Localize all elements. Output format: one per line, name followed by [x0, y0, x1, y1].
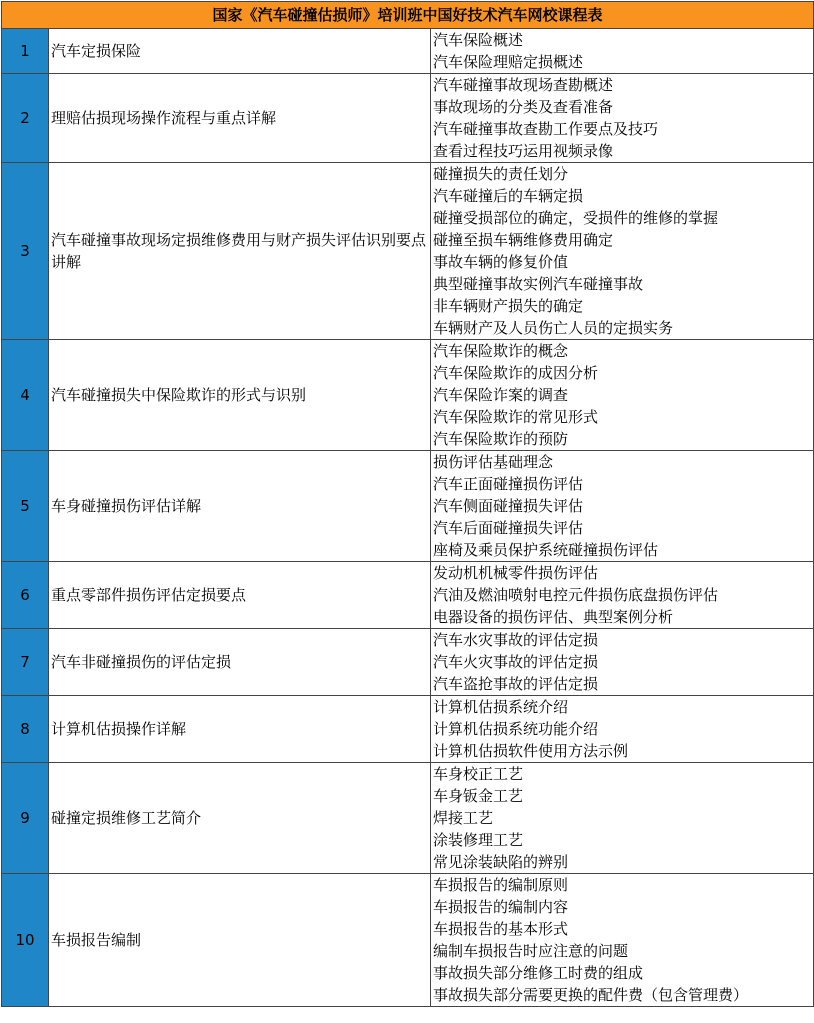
course-module-cell: 汽车碰撞损失中保险欺诈的形式与识别 [49, 340, 431, 451]
course-number-cell: 9 [2, 763, 49, 874]
course-schedule-sheet [1, 1, 813, 1007]
course-module-cell: 车身碰撞损伤评估详解 [49, 451, 431, 562]
topic-item: 事故现场的分类及查看准备 [433, 98, 614, 116]
topic-item: 车身钣金工艺 [433, 787, 524, 805]
course-number-cell: 4 [2, 340, 49, 451]
course-topics-cell [431, 451, 814, 562]
course-number-cell: 10 [2, 874, 49, 1007]
course-number-cell: 7 [2, 629, 49, 696]
topic-item: 车身校正工艺 [433, 765, 524, 783]
course-topics-cell [431, 562, 814, 629]
course-row [2, 29, 814, 74]
course-row [2, 763, 814, 874]
course-number-cell: 6 [2, 562, 49, 629]
title-row [2, 2, 814, 29]
topic-item: 汽车保险欺诈的常见形式 [433, 408, 599, 426]
course-topics-cell [431, 74, 814, 163]
course-topics-cell [431, 340, 814, 451]
topic-item: 车辆财产及人员伤亡人员的定损实务 [433, 319, 674, 337]
topic-item: 碰撞损失的责任划分 [433, 165, 569, 183]
course-module-cell: 汽车碰撞事故现场定损维修费用与财产损失评估识别要点讲解 [49, 163, 431, 340]
topic-item: 汽车侧面碰撞损失评估 [433, 497, 584, 515]
topic-item: 汽车保险理赔定损概述 [433, 53, 584, 71]
topic-item: 汽车正面碰撞损伤评估 [433, 475, 584, 493]
topic-item: 汽车保险欺诈的预防 [433, 430, 569, 448]
topic-item: 计算机估损软件使用方法示例 [433, 742, 629, 760]
course-topics-cell [431, 763, 814, 874]
course-topics-cell [431, 163, 814, 340]
topic-item: 汽车后面碰撞损失评估 [433, 519, 584, 537]
course-module-cell: 重点零部件损伤评估定损要点 [49, 562, 431, 629]
topic-item: 事故损失部分需要更换的配件费（包含管理费） [433, 986, 749, 1004]
topic-item: 事故车辆的修复价值 [433, 253, 569, 271]
course-module-cell: 车损报告编制 [49, 874, 431, 1007]
topic-item: 汽车火灾事故的评估定损 [433, 653, 599, 671]
table-title: 国家《汽车碰撞估损师》培训班中国好技术汽车网校课程表 [2, 2, 814, 29]
topic-item: 非车辆财产损失的确定 [433, 297, 584, 315]
topic-item: 汽车保险诈案的调查 [433, 386, 569, 404]
course-topics-cell [431, 874, 814, 1007]
topic-item: 损伤评估基础理念 [433, 453, 554, 471]
course-row [2, 163, 814, 340]
topic-item: 计算机估损系统介绍 [433, 698, 569, 716]
course-module-cell: 汽车定损保险 [49, 29, 431, 74]
course-number-cell: 5 [2, 451, 49, 562]
topic-item: 汽油及燃油喷射电控元件损伤底盘损伤评估 [433, 586, 719, 604]
course-number-cell: 2 [2, 74, 49, 163]
topic-item: 汽车盗抢事故的评估定损 [433, 675, 599, 693]
topic-item: 事故损失部分维修工时费的组成 [433, 964, 644, 982]
topic-item: 汽车碰撞事故现场查勘概述 [433, 76, 614, 94]
topic-item: 汽车保险概述 [433, 31, 524, 49]
course-row [2, 340, 814, 451]
course-table [1, 1, 814, 1007]
topic-item: 车损报告的编制原则 [433, 876, 569, 894]
course-topics-cell [431, 629, 814, 696]
course-module-cell: 理赔估损现场操作流程与重点详解 [49, 74, 431, 163]
course-row [2, 874, 814, 1007]
course-row [2, 696, 814, 763]
topic-item: 碰撞受损部位的确定，受损件的维修的掌握 [433, 209, 719, 227]
course-number-cell: 1 [2, 29, 49, 74]
course-row [2, 74, 814, 163]
course-table-body [2, 2, 814, 1007]
course-number-cell: 3 [2, 163, 49, 340]
topic-item: 焊接工艺 [433, 809, 494, 827]
topic-item: 汽车碰撞后的车辆定损 [433, 187, 584, 205]
topic-item: 编制车损报告时应注意的问题 [433, 942, 629, 960]
course-topics-cell [431, 696, 814, 763]
topic-item: 碰撞至损车辆维修费用确定 [433, 231, 614, 249]
topic-item: 汽车保险欺诈的成因分析 [433, 364, 599, 382]
topic-item: 计算机估损系统功能介绍 [433, 720, 599, 738]
topic-item: 查看过程技巧运用视频录像 [433, 142, 614, 160]
topic-item: 涂装修理工艺 [433, 831, 524, 849]
course-row [2, 629, 814, 696]
course-row [2, 451, 814, 562]
course-module-cell: 碰撞定损维修工艺简介 [49, 763, 431, 874]
topic-item: 典型碰撞事故实例汽车碰撞事故 [433, 275, 644, 293]
course-row [2, 562, 814, 629]
course-module-cell: 计算机估损操作详解 [49, 696, 431, 763]
topic-item: 汽车碰撞事故查勘工作要点及技巧 [433, 120, 659, 138]
topic-item: 电器设备的损伤评估、典型案例分析 [433, 608, 674, 626]
topic-item: 座椅及乘员保护系统碰撞损伤评估 [433, 541, 659, 559]
topic-item: 汽车保险欺诈的概念 [433, 342, 569, 360]
course-number-cell: 8 [2, 696, 49, 763]
course-module-cell: 汽车非碰撞损伤的评估定损 [49, 629, 431, 696]
course-topics-cell [431, 29, 814, 74]
topic-item: 车损报告的基本形式 [433, 920, 569, 938]
topic-item: 车损报告的编制内容 [433, 898, 569, 916]
topic-item: 发动机机械零件损伤评估 [433, 564, 599, 582]
topic-item: 汽车水灾事故的评估定损 [433, 631, 599, 649]
topic-item: 常见涂装缺陷的辨别 [433, 853, 569, 871]
